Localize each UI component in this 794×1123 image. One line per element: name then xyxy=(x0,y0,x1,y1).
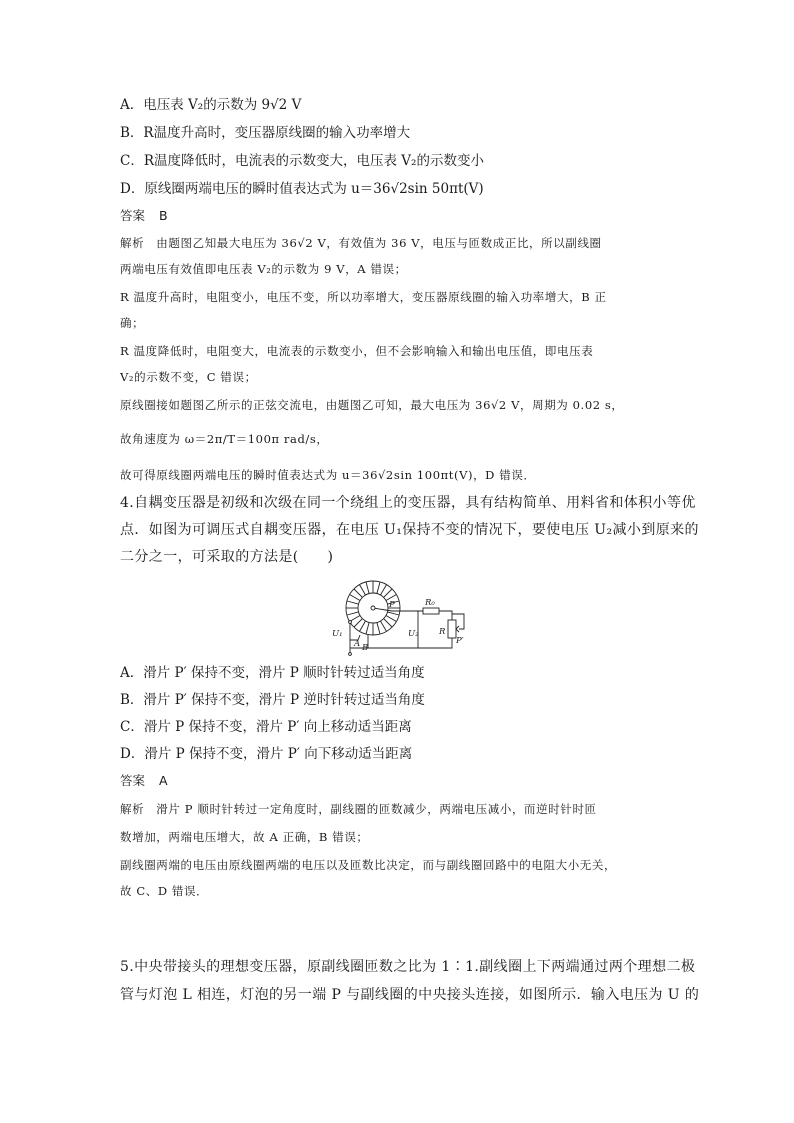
prev-explanation-line: 故可得原线圈两端电压的瞬时值表达式为 u＝36√2sin 100πt(V)，D 错误． xyxy=(120,468,536,482)
slider-p-pivot xyxy=(371,606,375,610)
q4-stem-line: 二分之一，可采取的方法是( ) xyxy=(120,549,334,565)
prev-option-b: B．R温度升高时，变压器原线圈的输入功率增大 xyxy=(120,125,411,141)
q4-stem-line: 4.自耦变压器是初级和次级在同一个绕组上的变压器，具有结构简单、用料省和体积小等优 xyxy=(120,495,696,511)
q4-explanation-line: 故 C、D 错误． xyxy=(120,884,209,898)
prev-explanation-line: R 温度升高时，电阻变小，电压不变，所以功率增大，变压器原线圈的输入功率增大，B 正 xyxy=(120,290,607,304)
q4-explanation-line: 解析 滑片 P 顺时针转过一定角度时，副线圈的匝数减少，两端电压减小，而逆时针时匝 xyxy=(120,802,597,816)
slider-p-prime xyxy=(456,626,459,632)
label-b: B xyxy=(362,643,369,653)
prev-explanation-line: R 温度降低时，电阻变大，电流表的示数变小，但不会影响输入和输出电压值，即电压表 xyxy=(120,344,594,358)
prev-option-a: A．电压表 V₂的示数为 9√2 V xyxy=(120,97,302,113)
label-u1: U₁ xyxy=(332,629,343,639)
terminal-top xyxy=(349,621,352,624)
q4-explanation-line: 副线圈两端的电压由原线圈两端的电压以及匝数比决定，而与副线圈回路中的电阻大小无关， xyxy=(120,858,617,872)
prev-option-d: D．原线圈两端电压的瞬时值表达式为 u＝36√2sin 50πt(V) xyxy=(120,181,484,197)
q4-stem-line: 点．如图为可调压式自耦变压器，在电压 U₁保持不变的情况下，要使电压 U₂减小到原来的 xyxy=(120,522,699,538)
q4-option-b: B．滑片 P′ 保持不变，滑片 P 逆时针转过适当角度 xyxy=(120,692,425,708)
prev-explanation-line: 解析 由题图乙知最大电压为 36√2 V，有效值为 36 V，电压与匝数成正比，所以副线圈 xyxy=(120,236,602,250)
answer-label: 答案 xyxy=(120,208,146,223)
label-u2: U₂ xyxy=(408,629,419,639)
prev-option-c: C．R温度降低时，电流表的示数变大，电压表 V₂的示数变小 xyxy=(120,153,484,169)
prev-explanation-line: 确； xyxy=(120,316,145,330)
prev-explanation-line: 故角速度为 ω＝2π/T＝100π rad/s， xyxy=(120,432,329,446)
label-r: R xyxy=(439,627,446,637)
q5-stem-line: 管与灯泡 L 相连，灯泡的另一端 P 与副线圈的中央接头连接，如图所示．输入电压为 U 的 xyxy=(120,987,700,1003)
autotransformer-figure xyxy=(328,578,468,658)
label-p: P xyxy=(389,600,395,610)
prev-explanation-line: 原线圈接如题图乙所示的正弦交流电，由题图乙可知，最大电压为 36√2 V，周期为 0.02 s， xyxy=(120,398,624,412)
resistor-r0 xyxy=(423,608,439,614)
answer-value: B xyxy=(159,208,168,223)
rheostat-r xyxy=(448,620,456,638)
q4-option-a: A．滑片 P′ 保持不变，滑片 P 顺时针转过适当角度 xyxy=(120,665,425,681)
answer-value: A xyxy=(159,773,168,788)
answer-label: 答案 xyxy=(120,773,146,788)
q4-explanation-line: 数增加，两端电压增大，故 A 正确，B 错误； xyxy=(120,830,369,844)
label-r0: R₀ xyxy=(425,598,435,608)
terminal-bottom xyxy=(349,653,352,656)
q4-option-c: C．滑片 P 保持不变，滑片 P′ 向上移动适当距离 xyxy=(120,719,412,735)
prev-explanation-line: V₂的示数不变，C 错误； xyxy=(120,370,257,384)
label-p-prime: P′ xyxy=(456,636,464,646)
label-a: A xyxy=(354,639,361,649)
prev-answer xyxy=(120,207,168,225)
prev-explanation-line: 两端电压有效值即电压表 V₂的示数为 9 V，A 错误； xyxy=(120,262,407,276)
q4-answer xyxy=(120,772,168,790)
q5-stem-line: 5.中央带接头的理想变压器，原副线圈匝数之比为 1∶1.副线圈上下两端通过两个理想二极 xyxy=(120,959,696,975)
q4-option-d: D．滑片 P 保持不变，滑片 P′ 向下移动适当距离 xyxy=(120,746,413,762)
